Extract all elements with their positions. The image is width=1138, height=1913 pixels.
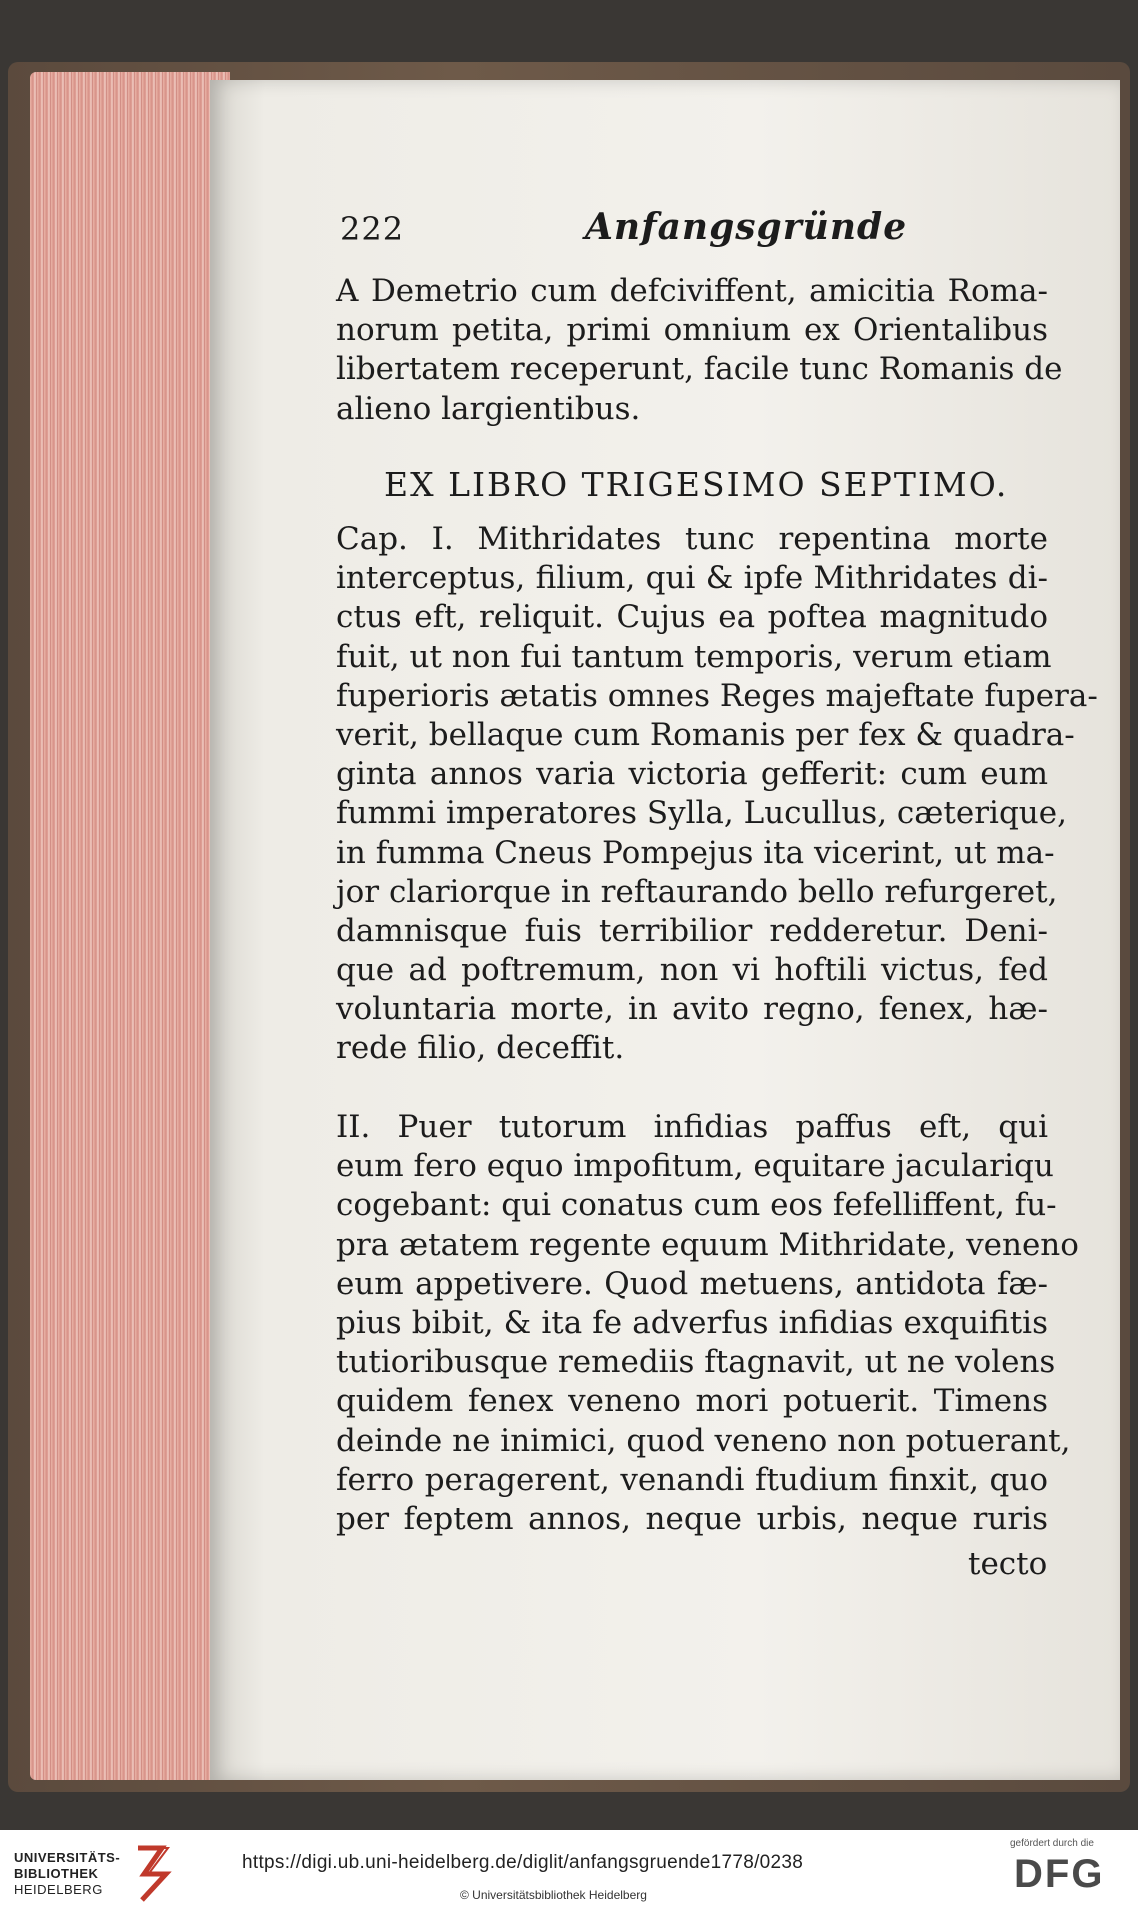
running-head	[340, 206, 1060, 260]
text-line: quidem fenex veneno mori potuerit. Timens	[336, 1383, 1048, 1420]
text-line: eum appetivere. Quod metuens, antidota fæ-	[336, 1265, 1048, 1302]
text-line: A Demetrio cum defciviffent, amicitia Roma-	[336, 273, 1048, 309]
text-line: Cap. I. Mithridates tunc repentina morte	[336, 521, 1048, 557]
text-line: que ad poftremum, non vi hoftili victus, fed	[336, 952, 1048, 989]
funded-by-text: gefördert durch die	[1010, 1838, 1094, 1849]
running-title: Anfangsgründe	[585, 206, 908, 248]
text-line: libertatem receperunt, facile tunc Romanis de	[336, 351, 1063, 388]
chapter-1-paragraph	[336, 520, 1098, 1069]
text-line: in fumma Cneus Pompejus ita vicerint, ut ma-	[336, 834, 1055, 871]
text-line: II. Puer tutorum infidias paffus eft, qui	[336, 1109, 1048, 1145]
library-logo[interactable]	[14, 1844, 194, 1904]
text-line: voluntaria morte, in avito regno, fenex, hæ-	[336, 991, 1048, 1028]
text-line: ginta annos varia victoria gefferit: cum eum	[336, 756, 1048, 793]
text-line: ctus eft, reliquit. Cujus ea poftea magnitudo	[336, 599, 1048, 636]
text-line: per feptem annos, neque urbis, neque ruris	[336, 1500, 1048, 1537]
text-line: fuit, ut non fui tantum temporis, verum etiam	[336, 638, 1052, 675]
text-line: interceptus, filium, qui & ipfe Mithridates di-	[336, 560, 1048, 597]
text-line: pra ætatem regente equum Mithridate, veneno	[336, 1226, 1079, 1263]
text-line: rede filio, deceffit.	[336, 1030, 625, 1067]
text-line: norum petita, primi omnium ex Orientalibus	[336, 312, 1048, 349]
page-number: 222	[340, 210, 405, 248]
footer-bar	[0, 1830, 1138, 1913]
library-emblem-icon	[132, 1844, 172, 1902]
text-line: damnisque fuis terribilior redderetur. Deni-	[336, 912, 1048, 949]
text-line: verit, bellaque cum Romanis per fex & quadra-	[336, 716, 1075, 753]
chapter-2-paragraph	[336, 1108, 1079, 1539]
page-edges	[30, 72, 230, 1780]
logo-text: UNIVERSITÄTS-	[14, 1850, 121, 1865]
text-line: cogebant: qui conatus cum eos fefelliffent, fu-	[336, 1187, 1057, 1224]
text-line: eum fero equo impofitum, equitare jaculariqu	[336, 1148, 1054, 1185]
text-line: jor clariorque in reftaurando bello refurgeret,	[336, 873, 1058, 910]
page-url-link[interactable]: https://digi.ub.uni-heidelberg.de/diglit/anfangsgruende1778/0238	[242, 1852, 804, 1873]
logo-text: BIBLIOTHEK	[14, 1866, 99, 1881]
dfg-logo[interactable]: DFG	[1014, 1852, 1105, 1896]
text-line: fuperioris ætatis omnes Reges majeftate fupera-	[336, 677, 1098, 714]
catchword: tecto	[968, 1546, 1048, 1582]
logo-text: HEIDELBERG	[14, 1882, 103, 1897]
section-heading: EX LIBRO TRIGESIMO SEPTIMO.	[384, 465, 1009, 504]
intro-paragraph	[336, 272, 1063, 429]
text-line: alieno largientibus.	[336, 390, 641, 427]
text-line: pius bibit, & ita fe adverfus infidias exquifitis	[336, 1304, 1048, 1341]
text-line: ferro peragerent, venandi ftudium finxit, quo	[336, 1461, 1048, 1498]
text-line: deinde ne inimici, quod veneno non potuerant,	[336, 1422, 1071, 1459]
text-line: fummi imperatores Sylla, Lucullus, cæterique,	[336, 795, 1067, 832]
copyright-text: © Universitätsbibliothek Heidelberg	[460, 1888, 647, 1902]
text-line: tutioribusque remediis ftagnavit, ut ne volens	[336, 1344, 1056, 1381]
